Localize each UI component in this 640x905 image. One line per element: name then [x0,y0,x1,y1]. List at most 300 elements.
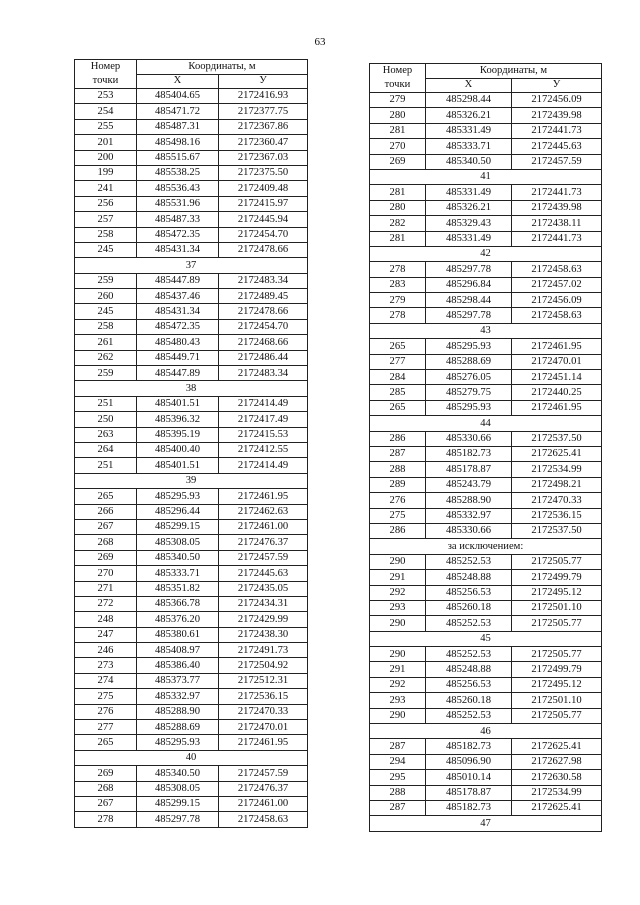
section-label: 40 [75,750,308,765]
table-row [75,489,308,504]
section-label: за исключением: [370,539,602,554]
point-number-cell: 277 [370,354,426,369]
y-coordinate-cell: 2172491.73 [219,643,308,658]
x-coordinate-cell: 485308.05 [137,781,219,796]
x-coordinate-cell: 485178.87 [426,785,512,800]
point-number-cell: 270 [370,139,426,154]
y-coordinate-cell: 2172434.31 [219,596,308,611]
table-row [370,308,602,323]
y-coordinate-cell: 2172441.73 [512,123,602,138]
x-coordinate-cell: 485395.19 [137,427,219,442]
y-coordinate-cell: 2172461.95 [512,400,602,415]
table-right-body [370,93,602,832]
point-number-cell: 275 [370,508,426,523]
point-number-cell: 259 [75,366,137,381]
table-row [370,446,602,461]
point-number-cell: 257 [75,212,137,227]
table-row [75,643,308,658]
point-number-cell: 245 [75,242,137,257]
table-row [75,566,308,581]
y-coordinate-cell: 2172499.79 [512,570,602,585]
point-number-cell: 273 [75,658,137,673]
table-row [370,262,602,277]
x-coordinate-cell: 485288.90 [137,704,219,719]
y-coordinate-cell: 2172478.66 [219,242,308,257]
table-row [370,400,602,415]
y-coordinate-cell: 2172505.77 [512,554,602,569]
point-number-cell: 280 [370,108,426,123]
table-row [370,477,602,492]
y-coordinate-cell: 2172414.49 [219,458,308,473]
table-row [370,339,602,354]
table-row [75,242,308,257]
table-row [75,412,308,427]
point-number-cell: 256 [75,196,137,211]
point-number-cell: 293 [370,600,426,615]
point-number-cell: 281 [370,185,426,200]
y-coordinate-cell: 2172429.99 [219,612,308,627]
x-coordinate-cell: 485330.66 [426,523,512,538]
x-coordinate-cell: 485340.50 [137,766,219,781]
table-row [370,462,602,477]
section-row [370,246,602,261]
x-coordinate-cell: 485182.73 [426,446,512,461]
point-number-cell: 286 [370,431,426,446]
x-coordinate-cell: 485487.33 [137,212,219,227]
table-row [370,108,602,123]
table-row [370,770,602,785]
point-number-cell: 270 [75,566,137,581]
y-coordinate-cell: 2172630.58 [512,770,602,785]
y-coordinate-cell: 2172483.34 [219,366,308,381]
point-number-cell: 258 [75,319,137,334]
point-number-cell: 262 [75,350,137,365]
y-coordinate-cell: 2172470.33 [219,704,308,719]
table-row [370,647,602,662]
y-coordinate-cell: 2172360.47 [219,135,308,150]
point-number-cell: 277 [75,720,137,735]
table-row [75,458,308,473]
table-row [370,216,602,231]
x-coordinate-cell: 485386.40 [137,658,219,673]
point-number-cell: 271 [75,581,137,596]
x-coordinate-cell: 485396.32 [137,412,219,427]
section-row [75,258,308,273]
y-coordinate-cell: 2172441.73 [512,185,602,200]
point-number-cell: 275 [75,689,137,704]
table-row [370,93,602,108]
table-row [75,535,308,550]
x-column-header: X [426,78,512,93]
table-row [75,812,308,827]
y-coordinate-cell: 2172462.63 [219,504,308,519]
x-coordinate-cell: 485288.69 [426,354,512,369]
point-number-cell: 287 [370,446,426,461]
section-label: 37 [75,258,308,273]
point-number-cell: 251 [75,396,137,411]
y-coordinate-cell: 2172451.14 [512,370,602,385]
table-row [75,396,308,411]
point-number-cell: 261 [75,335,137,350]
point-number-cell: 254 [75,104,137,119]
y-coordinate-cell: 2172501.10 [512,693,602,708]
point-number-cell: 266 [75,504,137,519]
y-coordinate-cell: 2172505.77 [512,708,602,723]
x-coordinate-cell: 485288.69 [137,720,219,735]
point-number-cell: 289 [370,477,426,492]
x-coordinate-cell: 485531.96 [137,196,219,211]
point-number-cell: 265 [75,735,137,750]
table-row [75,119,308,134]
table-left-body [75,89,308,828]
y-coordinate-cell: 2172416.93 [219,89,308,104]
x-coordinate-cell: 485332.97 [426,508,512,523]
y-coordinate-cell: 2172414.49 [219,396,308,411]
x-coordinate-cell: 485276.05 [426,370,512,385]
point-number-cell: 269 [75,550,137,565]
point-number-cell: 285 [370,385,426,400]
point-number-cell: 251 [75,458,137,473]
table-row [370,585,602,600]
table-row [75,289,308,304]
point-number-header-line2: точки [92,75,119,86]
table-row [75,273,308,288]
y-coordinate-cell: 2172457.59 [512,154,602,169]
x-column-header: X [137,74,219,89]
point-number-cell: 264 [75,442,137,457]
table-row [370,185,602,200]
table-row [75,735,308,750]
y-coordinate-cell: 2172461.95 [219,489,308,504]
section-label: 46 [370,724,602,739]
table-row [75,104,308,119]
point-number-cell: 295 [370,770,426,785]
point-number-cell: 287 [370,739,426,754]
table-row [75,596,308,611]
x-coordinate-cell: 485256.53 [426,585,512,600]
x-coordinate-cell: 485308.05 [137,535,219,550]
x-coordinate-cell: 485333.71 [426,139,512,154]
x-coordinate-cell: 485340.50 [426,154,512,169]
y-coordinate-cell: 2172409.48 [219,181,308,196]
table-row [75,581,308,596]
x-coordinate-cell: 485471.72 [137,104,219,119]
section-row [370,416,602,431]
y-coordinate-cell: 2172536.15 [512,508,602,523]
page-number: 63 [314,36,326,48]
y-coordinate-cell: 2172454.70 [219,319,308,334]
point-number-cell: 248 [75,612,137,627]
y-coordinate-cell: 2172512.31 [219,673,308,688]
y-coordinate-cell: 2172445.94 [219,212,308,227]
y-coordinate-cell: 2172457.02 [512,277,602,292]
y-coordinate-cell: 2172367.03 [219,150,308,165]
y-coordinate-cell: 2172457.59 [219,550,308,565]
y-coordinate-cell: 2172470.01 [219,720,308,735]
section-label: 43 [370,323,602,338]
point-number-header [370,64,426,93]
x-coordinate-cell: 485447.89 [137,273,219,288]
point-number-cell: 282 [370,216,426,231]
y-coordinate-cell: 2172536.15 [219,689,308,704]
y-coordinate-cell: 2172625.41 [512,800,602,815]
section-label: 39 [75,473,308,488]
y-coordinate-cell: 2172461.95 [512,339,602,354]
table-row [370,800,602,815]
coordinates-table-right [369,63,602,832]
x-coordinate-cell: 485260.18 [426,600,512,615]
x-coordinate-cell: 485447.89 [137,366,219,381]
point-number-cell: 288 [370,785,426,800]
y-coordinate-cell: 2172415.97 [219,196,308,211]
y-coordinate-cell: 2172495.12 [512,585,602,600]
table-row [370,600,602,615]
x-coordinate-cell: 485279.75 [426,385,512,400]
table-row [370,385,602,400]
table-row [370,293,602,308]
table-row [75,519,308,534]
point-number-cell: 286 [370,523,426,538]
x-coordinate-cell: 485297.78 [426,308,512,323]
x-coordinate-cell: 485178.87 [426,462,512,477]
y-column-header: У [512,78,602,93]
table-row [370,554,602,569]
table-row [75,627,308,642]
x-coordinate-cell: 485010.14 [426,770,512,785]
section-row [75,381,308,396]
table-row [370,677,602,692]
point-number-cell: 290 [370,616,426,631]
x-coordinate-cell: 485538.25 [137,165,219,180]
table-row [370,739,602,754]
y-coordinate-cell: 2172367.86 [219,119,308,134]
point-number-cell: 263 [75,427,137,442]
x-coordinate-cell: 485297.78 [426,262,512,277]
y-coordinate-cell: 2172495.12 [512,677,602,692]
point-number-cell: 292 [370,677,426,692]
point-number-cell: 267 [75,796,137,811]
point-number-cell: 292 [370,585,426,600]
point-number-cell: 287 [370,800,426,815]
x-coordinate-cell: 485351.82 [137,581,219,596]
table-row [370,200,602,215]
y-coordinate-cell: 2172534.99 [512,785,602,800]
section-row [370,631,602,646]
table-row [370,754,602,769]
point-number-cell: 247 [75,627,137,642]
table-row [75,504,308,519]
table-row [370,370,602,385]
table-row [370,231,602,246]
y-coordinate-cell: 2172537.50 [512,523,602,538]
y-coordinate-cell: 2172438.30 [219,627,308,642]
table-row [370,570,602,585]
y-coordinate-cell: 2172417.49 [219,412,308,427]
y-coordinate-cell: 2172439.98 [512,200,602,215]
section-row [370,724,602,739]
y-coordinate-cell: 2172441.73 [512,231,602,246]
x-coordinate-cell: 485260.18 [426,693,512,708]
table-row [75,442,308,457]
x-coordinate-cell: 485288.90 [426,493,512,508]
section-row [370,816,602,831]
x-coordinate-cell: 485498.16 [137,135,219,150]
y-column-header: У [219,74,308,89]
point-number-cell: 245 [75,304,137,319]
x-coordinate-cell: 485331.49 [426,123,512,138]
y-coordinate-cell: 2172505.77 [512,647,602,662]
table-row [370,508,602,523]
table-row [370,616,602,631]
y-coordinate-cell: 2172504.92 [219,658,308,673]
point-number-cell: 280 [370,200,426,215]
point-number-cell: 253 [75,89,137,104]
y-coordinate-cell: 2172476.37 [219,781,308,796]
table-row [75,720,308,735]
y-coordinate-cell: 2172461.00 [219,519,308,534]
point-number-cell: 288 [370,462,426,477]
x-coordinate-cell: 485449.71 [137,350,219,365]
y-coordinate-cell: 2172534.99 [512,462,602,477]
x-coordinate-cell: 485431.34 [137,304,219,319]
point-number-cell: 246 [75,643,137,658]
x-coordinate-cell: 485299.15 [137,519,219,534]
section-row [370,539,602,554]
coordinates-header: Координаты, м [426,64,602,79]
x-coordinate-cell: 485487.31 [137,119,219,134]
table-row [75,704,308,719]
point-number-cell: 276 [370,493,426,508]
point-number-cell: 284 [370,370,426,385]
y-coordinate-cell: 2172375.50 [219,165,308,180]
x-coordinate-cell: 485331.49 [426,231,512,246]
point-number-cell: 294 [370,754,426,769]
table-row [75,304,308,319]
x-coordinate-cell: 485515.67 [137,150,219,165]
x-coordinate-cell: 485252.53 [426,708,512,723]
point-number-cell: 291 [370,570,426,585]
point-number-cell: 293 [370,693,426,708]
y-coordinate-cell: 2172476.37 [219,535,308,550]
x-coordinate-cell: 485366.78 [137,596,219,611]
x-coordinate-cell: 485333.71 [137,566,219,581]
point-number-header-line1: Номер [90,61,121,72]
section-label: 47 [370,816,602,831]
point-number-cell: 199 [75,165,137,180]
y-coordinate-cell: 2172458.63 [219,812,308,827]
point-number-header [75,60,137,89]
point-number-cell: 281 [370,123,426,138]
table-row [370,662,602,677]
y-coordinate-cell: 2172458.63 [512,308,602,323]
y-coordinate-cell: 2172501.10 [512,600,602,615]
y-coordinate-cell: 2172498.21 [512,477,602,492]
point-number-cell: 265 [370,339,426,354]
x-coordinate-cell: 485256.53 [426,677,512,692]
x-coordinate-cell: 485536.43 [137,181,219,196]
x-coordinate-cell: 485331.49 [426,185,512,200]
point-number-cell: 267 [75,519,137,534]
table-row [370,431,602,446]
y-coordinate-cell: 2172412.55 [219,442,308,457]
table-row [75,550,308,565]
coordinates-header: Координаты, м [137,60,308,75]
table-row [75,366,308,381]
y-coordinate-cell: 2172435.05 [219,581,308,596]
y-coordinate-cell: 2172458.63 [512,262,602,277]
point-number-cell: 259 [75,273,137,288]
point-number-cell: 278 [75,812,137,827]
table-row [75,612,308,627]
y-coordinate-cell: 2172454.70 [219,227,308,242]
point-number-cell: 279 [370,93,426,108]
point-number-cell: 269 [75,766,137,781]
y-coordinate-cell: 2172625.41 [512,446,602,461]
table-row [75,319,308,334]
x-coordinate-cell: 485437.46 [137,289,219,304]
point-number-cell: 291 [370,662,426,677]
table-row [75,796,308,811]
y-coordinate-cell: 2172439.98 [512,108,602,123]
x-coordinate-cell: 485296.84 [426,277,512,292]
y-coordinate-cell: 2172415.53 [219,427,308,442]
table-row [75,212,308,227]
x-coordinate-cell: 485298.44 [426,293,512,308]
x-coordinate-cell: 485295.93 [137,489,219,504]
x-coordinate-cell: 485295.93 [426,400,512,415]
y-coordinate-cell: 2172486.44 [219,350,308,365]
table-row [75,673,308,688]
section-label: 41 [370,169,602,184]
x-coordinate-cell: 485408.97 [137,643,219,658]
table-row [370,123,602,138]
point-number-cell: 268 [75,781,137,796]
point-number-cell: 241 [75,181,137,196]
table-row [370,523,602,538]
y-coordinate-cell: 2172445.63 [512,139,602,154]
y-coordinate-cell: 2172499.79 [512,662,602,677]
y-coordinate-cell: 2172489.45 [219,289,308,304]
point-number-cell: 272 [75,596,137,611]
point-number-cell: 290 [370,554,426,569]
table-row [75,150,308,165]
x-coordinate-cell: 485182.73 [426,739,512,754]
point-number-cell: 260 [75,289,137,304]
point-number-cell: 274 [75,673,137,688]
y-coordinate-cell: 2172537.50 [512,431,602,446]
y-coordinate-cell: 2172445.63 [219,566,308,581]
x-coordinate-cell: 485299.15 [137,796,219,811]
point-number-cell: 269 [370,154,426,169]
x-coordinate-cell: 485376.20 [137,612,219,627]
table-row [75,335,308,350]
table-row [75,658,308,673]
x-coordinate-cell: 485329.43 [426,216,512,231]
table-row [75,165,308,180]
y-coordinate-cell: 2172456.09 [512,293,602,308]
point-number-header-line2: точки [384,79,411,90]
x-coordinate-cell: 485182.73 [426,800,512,815]
x-coordinate-cell: 485252.53 [426,616,512,631]
x-coordinate-cell: 485400.40 [137,442,219,457]
x-coordinate-cell: 485295.93 [137,735,219,750]
point-number-cell: 250 [75,412,137,427]
point-number-cell: 281 [370,231,426,246]
y-coordinate-cell: 2172440.25 [512,385,602,400]
table-row [75,227,308,242]
section-row [370,169,602,184]
y-coordinate-cell: 2172625.41 [512,739,602,754]
